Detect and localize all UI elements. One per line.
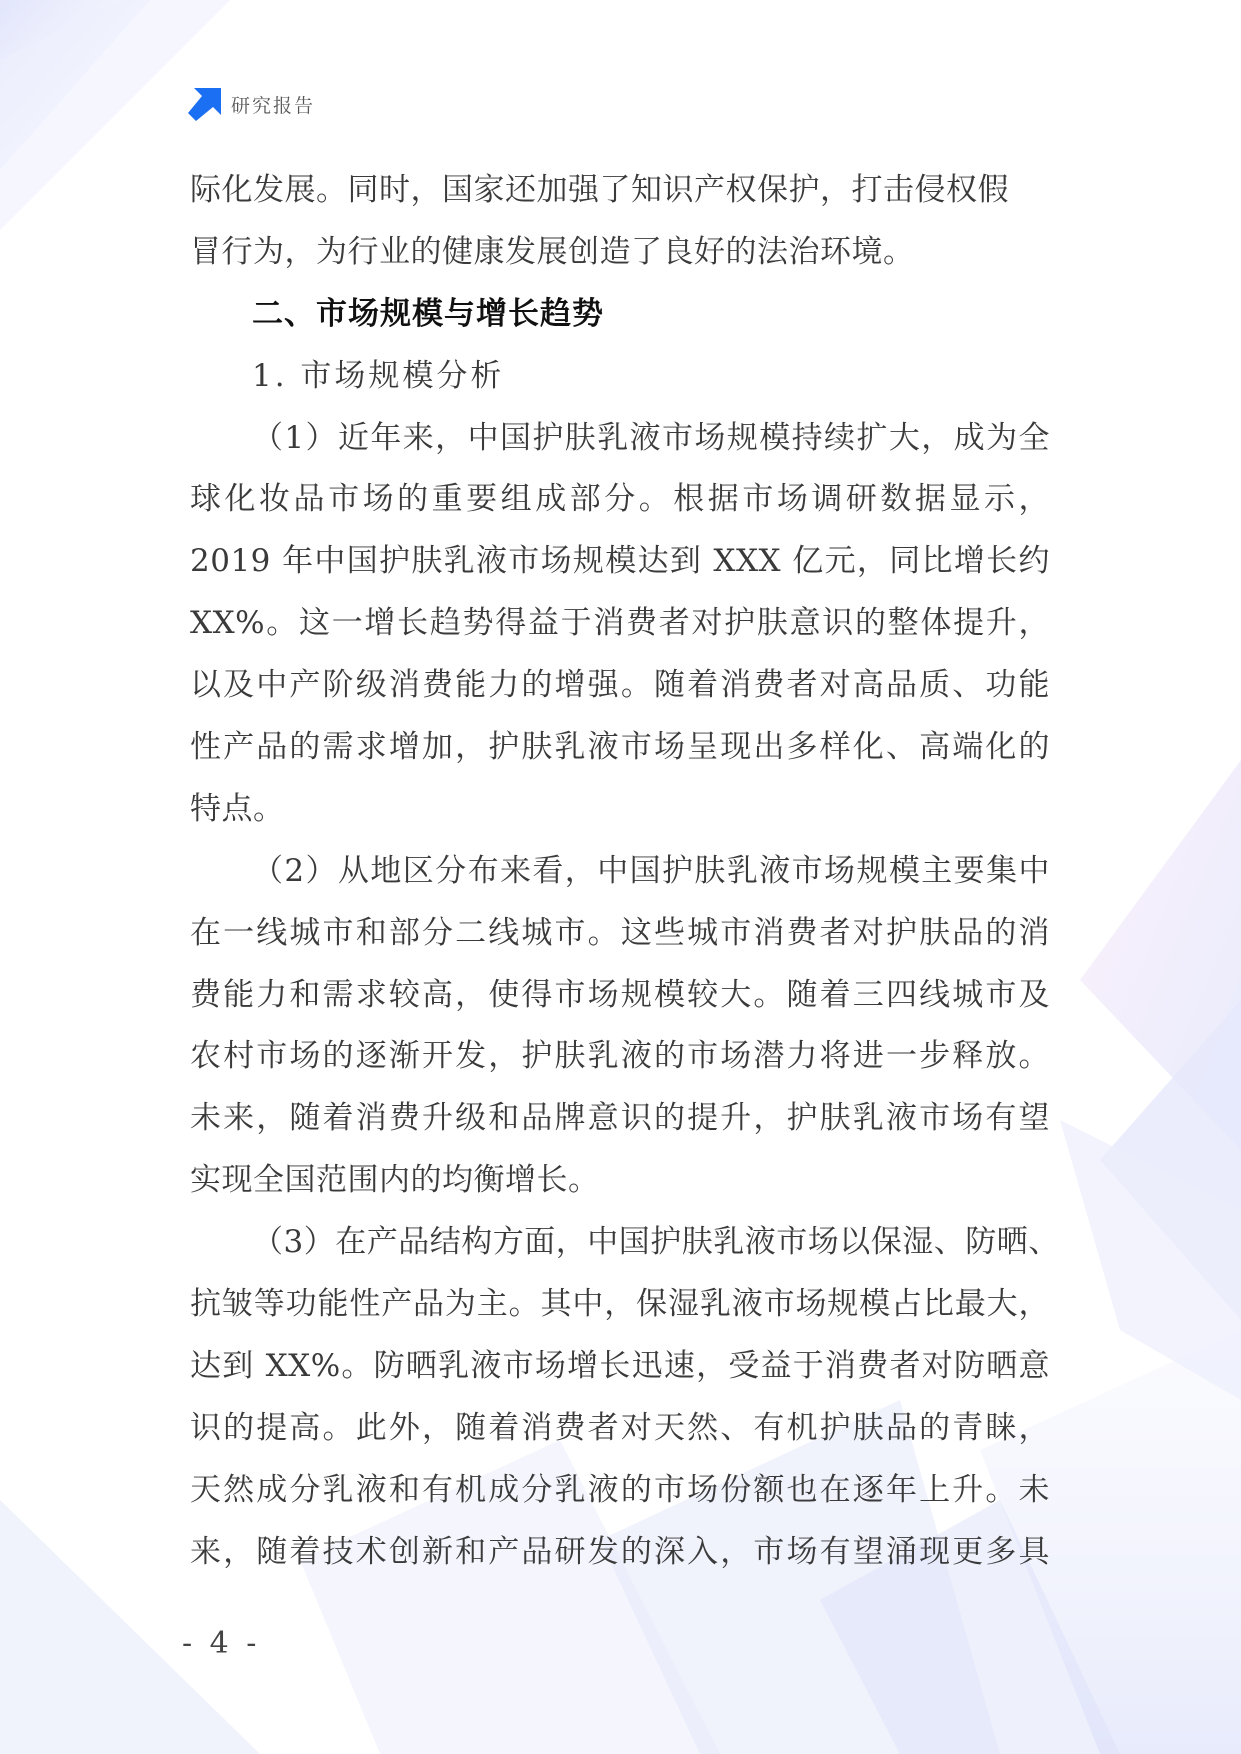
paragraph-line: XX%。这一增长趋势得益于消费者对护肤意识的整体提升，	[190, 605, 1050, 642]
paragraph-line: 天然成分乳液和有机成分乳液的市场份额也在逐年上升。未	[190, 1471, 1050, 1508]
paragraph-line: 费能力和需求较高，使得市场规模较大。随着三四线城市及	[190, 976, 1050, 1013]
subsection-heading: 1. 市场规模分析	[252, 357, 505, 394]
body-text	[190, 160, 1060, 1583]
paragraph-line: 识的提高。此外，随着消费者对天然、有机护肤品的青睐，	[190, 1409, 1050, 1446]
arrow-up-right-logo-icon	[188, 88, 221, 121]
paragraph-line: （1）近年来，中国护肤乳液市场规模持续扩大，成为全	[252, 419, 1050, 456]
paragraph-line: 际化发展。同时，国家还加强了知识产权保护，打击侵权假	[190, 172, 1009, 208]
paragraph-line: （3）在产品结构方面，中国护肤乳液市场以保湿、防晒、	[252, 1224, 1060, 1261]
paragraph-line: 2019 年中国护肤乳液市场规模达到 XXX 亿元，同比增长约	[190, 543, 1050, 580]
page-number: - 4 -	[182, 1626, 261, 1661]
paragraph-line: 性产品的需求增加，护肤乳液市场呈现出多样化、高端化的	[190, 729, 1050, 766]
paragraph-line: （2）从地区分布来看，中国护肤乳液市场规模主要集中	[252, 852, 1050, 889]
paragraph-line: 球化妆品市场的重要组成部分。根据市场调研数据显示，	[190, 481, 1050, 518]
paragraph-line: 未来，随着消费升级和品牌意识的提升，护肤乳液市场有望	[190, 1100, 1050, 1137]
section-heading: 二、市场规模与增长趋势	[252, 295, 604, 332]
paragraph-line: 冒行为，为行业的健康发展创造了良好的法治环境。	[190, 233, 915, 270]
paragraph-line: 以及中产阶级消费能力的增强。随着消费者对高品质、功能	[190, 667, 1050, 704]
paragraph-line: 在一线城市和部分二线城市。这些城市消费者对护肤品的消	[190, 914, 1050, 951]
paragraph-line: 特点。	[190, 790, 285, 827]
paragraph-line: 达到 XX%。防晒乳液市场增长迅速，受益于消费者对防晒意	[190, 1347, 1050, 1384]
header-title: 研究报告	[231, 95, 316, 117]
paragraph-line: 实现全国范围内的均衡增长。	[190, 1162, 600, 1199]
paragraph-line: 来，随着技术创新和产品研发的深入，市场有望涌现更多具	[190, 1533, 1050, 1570]
paragraph-line: 抗皱等功能性产品为主。其中，保湿乳液市场规模占比最大，	[190, 1286, 1050, 1323]
paragraph-line: 农村市场的逐渐开发，护肤乳液的市场潜力将进一步释放。	[190, 1038, 1050, 1075]
page-header	[188, 88, 315, 121]
